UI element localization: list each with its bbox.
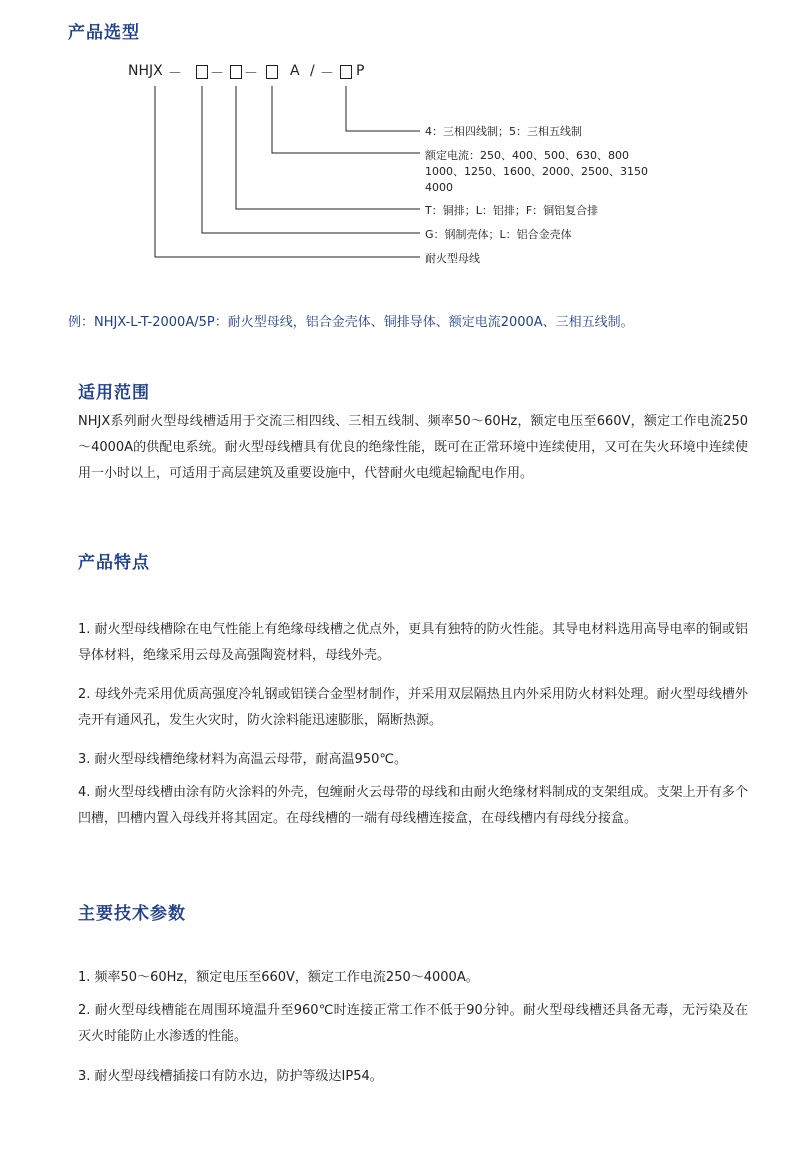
feature-item-1: 1. 耐火型母线槽除在电气性能上有绝缘母线槽之优点外，更具有独特的防火性能。其导电材料选用高导电率的铜或铝导体材料，绝缘采用云母及高强陶瓷材料，母线外壳。 <box>78 622 748 663</box>
model-dash: － <box>210 66 224 82</box>
feature-item-4: 4. 耐火型母线槽由涂有防火涂料的外壳，包缠耐火云母带的母线和由耐火绝缘材料制成的支架组成。支架上开有多个凹槽，凹槽内置入母线并将其固定。在母线槽的一端有母线槽连接盒，在母线槽内有母线分接盒。 <box>78 785 748 826</box>
label-type: 耐火型母线 <box>425 252 480 265</box>
scope-paragraph: NHJX系列耐火型母线槽适用于交流三相四线、三相五线制、频率50～60Hz，额定电压至660V，额定工作电流250～4000A的供配电系统。耐火型母线槽具有优良的绝缘性能，既可在正常环境中连续使用，又可在失火环境中连续使用一小时以上，可适用于高层建筑及重要设施中，代替耐火电缆起输配电作用。 <box>78 414 748 481</box>
label-wiring: 4：三相四线制；5：三相五线制 <box>425 125 582 138</box>
connector-type <box>155 86 420 257</box>
param-item-3: 3. 耐火型母线槽插接口有防水边，防护等级达IP54。 <box>78 1069 383 1084</box>
model-prefix: NHJX <box>128 63 163 79</box>
model-dash: － <box>244 66 258 82</box>
label-current-1: 额定电流：250、400、500、630、800 <box>425 149 629 162</box>
connector-conductor <box>236 86 420 209</box>
model-example: 例：NHJX-L-T-2000A/5P：耐火型母线，铝合金壳体、铜排导体、额定电流2000A、三相五线制。 <box>68 315 634 330</box>
model-suffix-p: P <box>356 63 365 79</box>
section-title-features: 产品特点 <box>78 553 150 573</box>
model-connector-lines <box>0 0 800 300</box>
section-title-selection: 产品选型 <box>68 23 140 43</box>
model-dash: － <box>168 66 182 82</box>
section-title-params: 主要技术参数 <box>78 904 186 924</box>
feature-item-2: 2. 母线外壳采用优质高强度冷轧钢或铝镁合金型材制作，并采用双层隔热且内外采用防火材料处理。耐火型母线槽外壳开有通风孔，发生火灾时，防火涂料能迅速膨胀，隔断热源。 <box>78 687 748 728</box>
label-current-2: 1000、1250、1600、2000、2500、3150 <box>425 165 648 178</box>
label-conductor: T：铜排；L：铝排；F：铜铝复合排 <box>425 204 599 217</box>
model-slash: / <box>310 63 315 79</box>
param-item-2: 2. 耐火型母线槽能在周围环境温升至960℃时连接正常工作不低于90分钟。耐火型母线槽还具备无毒，无污染及在灭火时能防止水渗透的性能。 <box>78 1003 748 1044</box>
connector-wiring <box>346 86 420 131</box>
section-title-scope: 适用范围 <box>78 383 150 403</box>
param-item-1: 1. 频率50～60Hz，额定电压至660V，额定工作电流250～4000A。 <box>78 970 479 985</box>
label-current-3: 4000 <box>425 181 453 194</box>
feature-item-3: 3. 耐火型母线槽绝缘材料为高温云母带，耐高温950℃。 <box>78 752 407 767</box>
label-shell: G：钢制壳体；L：铝合金壳体 <box>425 228 572 241</box>
model-dash: － <box>320 66 334 82</box>
connector-shell <box>202 86 420 233</box>
model-suffix-a: A <box>290 63 300 79</box>
